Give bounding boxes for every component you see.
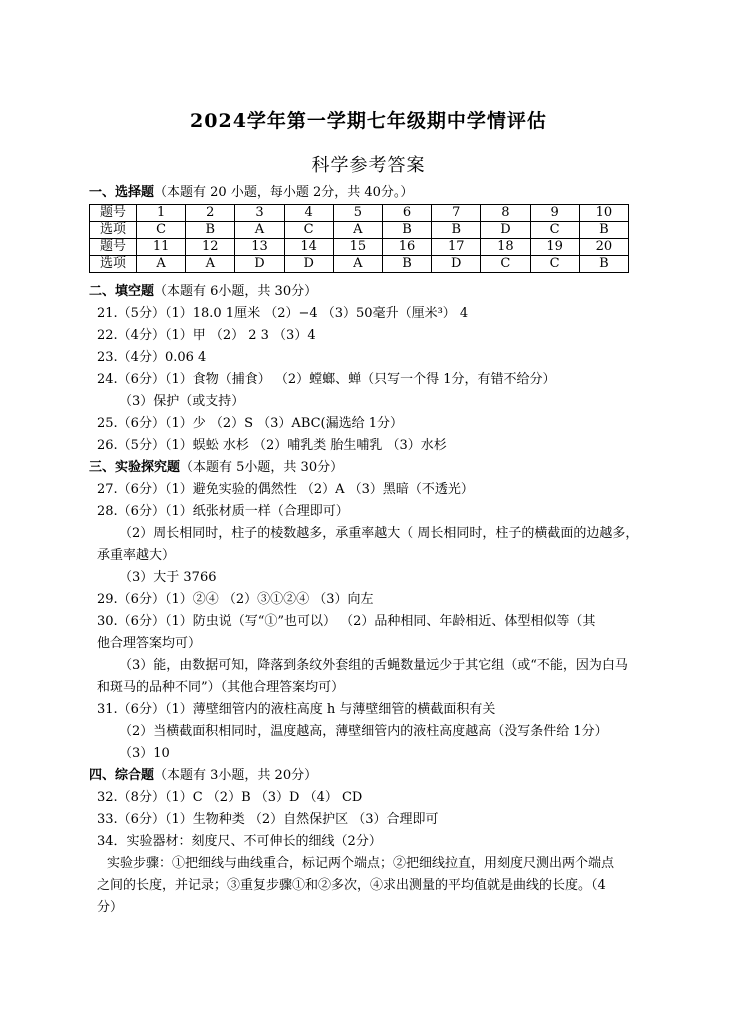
answer-q28-line3: 承重率越大）	[97, 548, 176, 563]
answer-table-cell: 2	[186, 205, 235, 222]
answer-table-cell: D	[432, 256, 481, 273]
section2-heading: 二、填空题	[89, 284, 155, 299]
answer-q27: 27.（6分）（1）避免实验的偶然性 （2）A （3）黑暗（不透光）	[97, 482, 474, 497]
answer-q30-line3: （3）能，由数据可知，降落到条纹外套组的舌蝇数量远少于其它组（或“不能，因为白马	[119, 658, 628, 673]
answer-table-cell: C	[481, 256, 530, 273]
answer-q21: 21.（5分）（1）18.0 1厘米 （2）−4 （3）50毫升（厘米³） 4	[97, 306, 469, 321]
section1-heading-line	[89, 184, 413, 202]
answer-table-cell: 14	[284, 239, 333, 256]
answer-table-header-cell: 选项	[90, 222, 137, 239]
answer-table	[89, 204, 629, 273]
answer-table-cell: 9	[530, 205, 579, 222]
answer-table-cell: 4	[284, 205, 333, 222]
answer-q31-line1: 31.（6分）（1）薄壁细管内的液柱高度 h 与薄壁细管的横截面积有关	[97, 702, 496, 717]
section1-heading: 一、选择题	[89, 185, 155, 200]
answer-q28-line4: （3）大于 3766	[119, 570, 217, 585]
answer-table-header-cell: 选项	[90, 256, 137, 273]
section2-heading-line	[89, 283, 317, 301]
answer-q26: 26.（5分）（1）蜈蚣 水杉 （2）哺乳类 胎生哺乳 （3）水杉	[97, 438, 447, 453]
answer-table-row	[90, 205, 629, 222]
answer-table-cell: 16	[382, 239, 431, 256]
answer-q30-line2: 他合理答案均可）	[97, 636, 202, 651]
answer-table-cell: 6	[382, 205, 431, 222]
answer-q28-line2: （2）周长相同时，柱子的棱数越多，承重率越大（ 周长相同时，柱子的横截面的边越多，	[119, 526, 639, 541]
section1-note: （本题有 20 小题，每小题 2分，共 40分。）	[154, 185, 414, 200]
answer-table-cell: C	[137, 222, 186, 239]
answer-table-cell: B	[382, 222, 431, 239]
answer-table-cell: 5	[333, 205, 382, 222]
answer-table-cell: 10	[579, 205, 628, 222]
answer-q31-line2: （2）当横截面积相同时，温度越高，薄壁细管内的液柱高度越高（没写条件给 1分）	[119, 724, 608, 739]
answer-table-cell: D	[481, 222, 530, 239]
answer-table-row	[90, 256, 629, 273]
answer-table-cell: B	[579, 222, 628, 239]
answer-q24-line1: 24.（6分）（1）食物（捕食） （2）螳螂、蝉（只写一个得 1分，有错不给分）	[97, 372, 556, 387]
answer-table-header-cell: 题号	[90, 205, 137, 222]
answer-table-cell: B	[186, 222, 235, 239]
answer-q30-line1: 30.（6分）（1）防虫说（写“①”也可以） （2）品种相同、年龄相近、体型相似等（其	[97, 614, 596, 629]
answer-table-cell: 19	[530, 239, 579, 256]
answer-table-cell: 15	[333, 239, 382, 256]
answer-table-cell: 18	[481, 239, 530, 256]
section4-heading: 四、综合题	[89, 768, 155, 783]
answer-q23: 23.（4分）0.06 4	[97, 350, 207, 365]
section3-heading-line	[89, 459, 343, 477]
answer-q25: 25.（6分）（1）少 （2）S （3）ABC(漏选给 1分）	[97, 416, 404, 431]
answer-q31-line3: （3）10	[119, 746, 170, 761]
answer-table-cell: A	[235, 222, 284, 239]
answer-table-cell: D	[284, 256, 333, 273]
page-subtitle: 科学参考答案	[311, 155, 426, 176]
answer-q24-line2: （3）保护（或支持）	[119, 394, 245, 409]
answer-table-cell: 1	[137, 205, 186, 222]
answer-table-row	[90, 222, 629, 239]
answer-table-cell: C	[284, 222, 333, 239]
answer-table-cell: 17	[432, 239, 481, 256]
section4-heading-line	[89, 767, 317, 785]
answer-q34-line4: 分）	[97, 900, 124, 915]
answer-table-cell: A	[333, 256, 382, 273]
answer-table-cell: B	[382, 256, 431, 273]
answer-q33: 33.（6分）（1）生物种类 （2）自然保护区 （3）合理即可	[97, 812, 439, 827]
section4-note: （本题有 3小题，共 20分）	[154, 768, 318, 783]
answer-q34-line3: 之间的长度，并记录；③重复步骤①和②多次，④求出测量的平均值就是曲线的长度。（4	[97, 878, 606, 893]
answer-table-cell: 8	[481, 205, 530, 222]
answer-q30-line4: 和斑马的品种不同”）（其他合理答案均可）	[97, 680, 345, 695]
section3-heading: 三、实验探究题	[89, 460, 181, 475]
answer-table-cell: 12	[186, 239, 235, 256]
answer-table-cell: 11	[137, 239, 186, 256]
answer-q32: 32.（8分）（1）C （2）B （3）D （4） CD	[97, 790, 363, 805]
answer-table-cell: B	[432, 222, 481, 239]
answer-q28-line1: 28.（6分）（1）纸张材质一样（合理即可）	[97, 504, 349, 519]
section3-note: （本题有 5小题，共 30分）	[180, 460, 344, 475]
answer-table-cell: B	[579, 256, 628, 273]
answer-table-header-cell: 题号	[90, 239, 137, 256]
answer-table-cell: A	[186, 256, 235, 273]
answer-table-cell: 7	[432, 205, 481, 222]
answer-table-cell: 13	[235, 239, 284, 256]
answer-q29: 29.（6分）（1）②④ （2）③①②④ （3）向左	[97, 592, 374, 607]
answer-q34-line2: 实验步骤：①把细线与曲线重合，标记两个端点；②把细线拉直，用刻度尺测出两个端点	[107, 856, 615, 871]
answer-table-row	[90, 239, 629, 256]
answer-table-cell: D	[235, 256, 284, 273]
answer-table-cell: 20	[579, 239, 628, 256]
answer-table-cell: C	[530, 256, 579, 273]
answer-q22: 22.（4分）（1）甲 （2） 2 3 （3）4	[97, 328, 316, 343]
answer-table-cell: C	[530, 222, 579, 239]
answer-table-cell: 3	[235, 205, 284, 222]
section2-note: （本题有 6小题，共 30分）	[154, 284, 318, 299]
answer-q34-line1: 34．实验器材：刻度尺、不可伸长的细线（2分）	[97, 834, 382, 849]
page-title: 2024学年第一学期七年级期中学情评估	[190, 110, 547, 132]
answer-table-cell: A	[333, 222, 382, 239]
answer-table-cell: A	[137, 256, 186, 273]
